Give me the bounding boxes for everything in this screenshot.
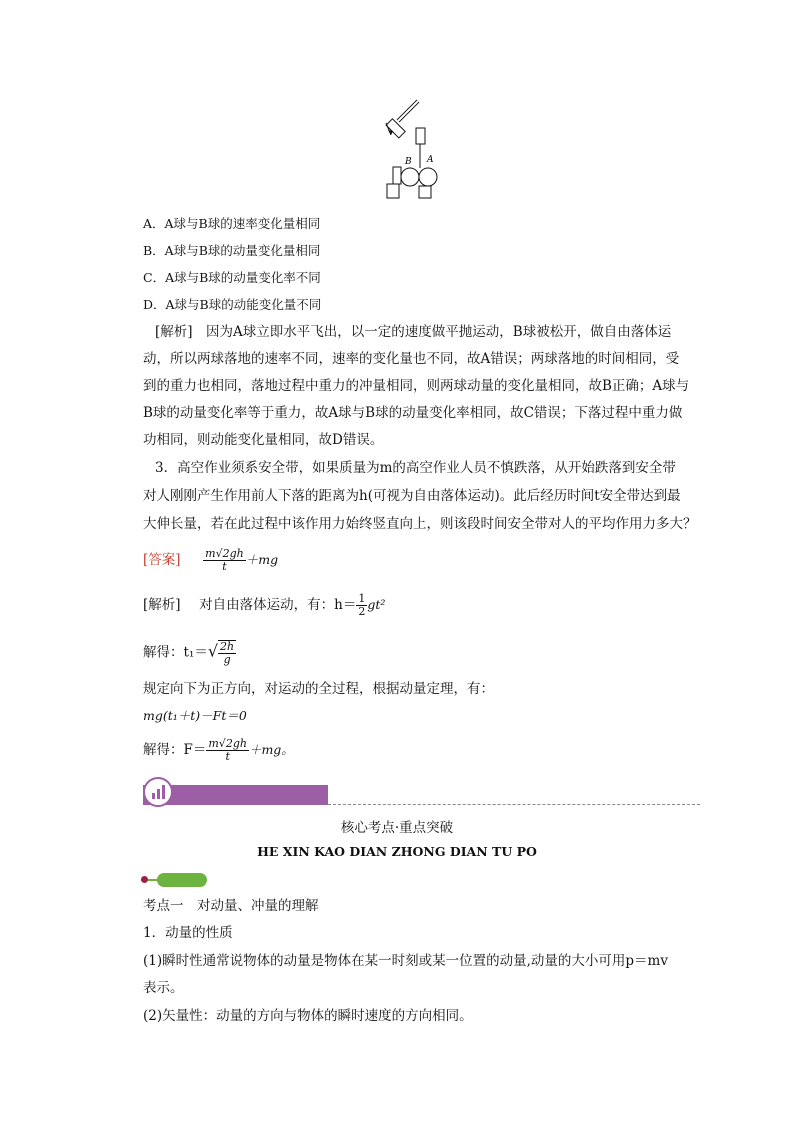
topic1-sub1: 1．动量的性质 <box>143 925 233 941</box>
sqrt-fraction: $\frac{2h}{g}$ <box>220 640 235 666</box>
answer-tail: ＋mg <box>245 552 279 567</box>
analysis2-line1: [解析] 对自由落体运动，有：h＝ $\frac{1}{2}$ gt² <box>143 592 386 618</box>
analysis2-tag: [解析] <box>143 597 181 613</box>
answer-fraction: $\frac{m√2gh}{t}$ <box>205 547 244 573</box>
question3-line3: 大伸长量，若在此过程中该作用力始终竖直向上，则该段时间安全带对人的平均作用力多大？ <box>143 516 697 532</box>
ball-a <box>419 168 437 186</box>
answer-line <box>143 548 278 573</box>
analysis1-line1: [解析] 因为A球立即水平飞出，以一定的速度做平抛运动，B球被松开，做自由落体运 <box>155 324 672 340</box>
result-fraction: $\frac{m√2gh}{t}$ <box>208 737 247 763</box>
analysis2-equation: mg(t₁＋t)－Ft＝0 <box>143 708 247 723</box>
question3-line1: 3．高空作业须系安全带，如果质量为m的高空作业人员不慎跌落，从开始跌落到安全带 <box>155 460 676 476</box>
analysis2-result: 解得：F＝ $\frac{m√2gh}{t}$ ＋mg。 <box>143 737 294 763</box>
label-a: A <box>427 155 434 165</box>
analysis1-line4: B球的动量变化率等于重力，故A球与B球的动量变化率相同，故C错误；下落过程中重力做 <box>143 405 683 421</box>
question3-line2: 对人刚刚产生作用前人下落的距离为h(可视为自由落体运动)。此后经历时间t安全带达到最 <box>143 488 681 504</box>
hammer-head <box>386 119 405 138</box>
topic1-p2: (2)矢量性：动量的方向与物体的瞬时速度的方向相同。 <box>143 1008 473 1024</box>
marker-dot <box>141 876 148 883</box>
analysis1-line3: 到的重力也相同，落地过程中重力的冲量相同，则两球动量的变化量相同，故B正确；A球与 <box>143 378 690 394</box>
left-block <box>393 167 401 184</box>
experiment-figure <box>378 95 448 203</box>
analysis2-solve: 解得：t₁＝√ $\frac{2h}{g}$ <box>143 640 235 666</box>
answer-tag: [答案] <box>143 552 181 568</box>
analysis1-line5: 功相同，则动能变化量相同，故D错误。 <box>143 432 384 448</box>
option-b: B．A球与B球的动量变化量相同 <box>143 243 321 258</box>
topic1-p1b: 表示。 <box>143 980 184 996</box>
topic1-p1a: (1)瞬时性通常说物体的动量是物体在某一时刻或某一位置的动量,动量的大小可用p＝mv <box>143 953 668 969</box>
section-pinyin: HE XIN KAO DIAN ZHONG DIAN TU PO <box>257 844 537 859</box>
analysis1-line2: 动，所以两球落地的速率不同，速率的变化量也不同，故A错误；两球落地的时间相同，受 <box>143 351 680 367</box>
upper-block <box>416 128 425 144</box>
label-b: B <box>405 157 412 167</box>
section-title: 核心考点·重点突破 <box>340 820 454 836</box>
bottom-block-left <box>387 184 399 198</box>
analysis2-rule: 规定向下为正方向，对运动的全过程，根据动量定理，有： <box>143 681 494 697</box>
ball-b <box>401 168 419 186</box>
topic1-heading: 考点一 对动量、冲量的理解 <box>143 898 319 914</box>
option-d: D．A球与B球的动能变化量不同 <box>143 297 322 312</box>
option-c: C．A球与B球的动量变化率不同 <box>143 270 321 285</box>
half-fraction: $\frac{1}{2}$ <box>358 592 366 618</box>
chart-logo-icon <box>143 777 173 807</box>
option-a: A．A球与B球的速率变化量相同 <box>143 216 321 231</box>
bottom-block-right <box>419 186 431 198</box>
topic-marker <box>157 873 207 887</box>
section-divider <box>328 804 700 805</box>
